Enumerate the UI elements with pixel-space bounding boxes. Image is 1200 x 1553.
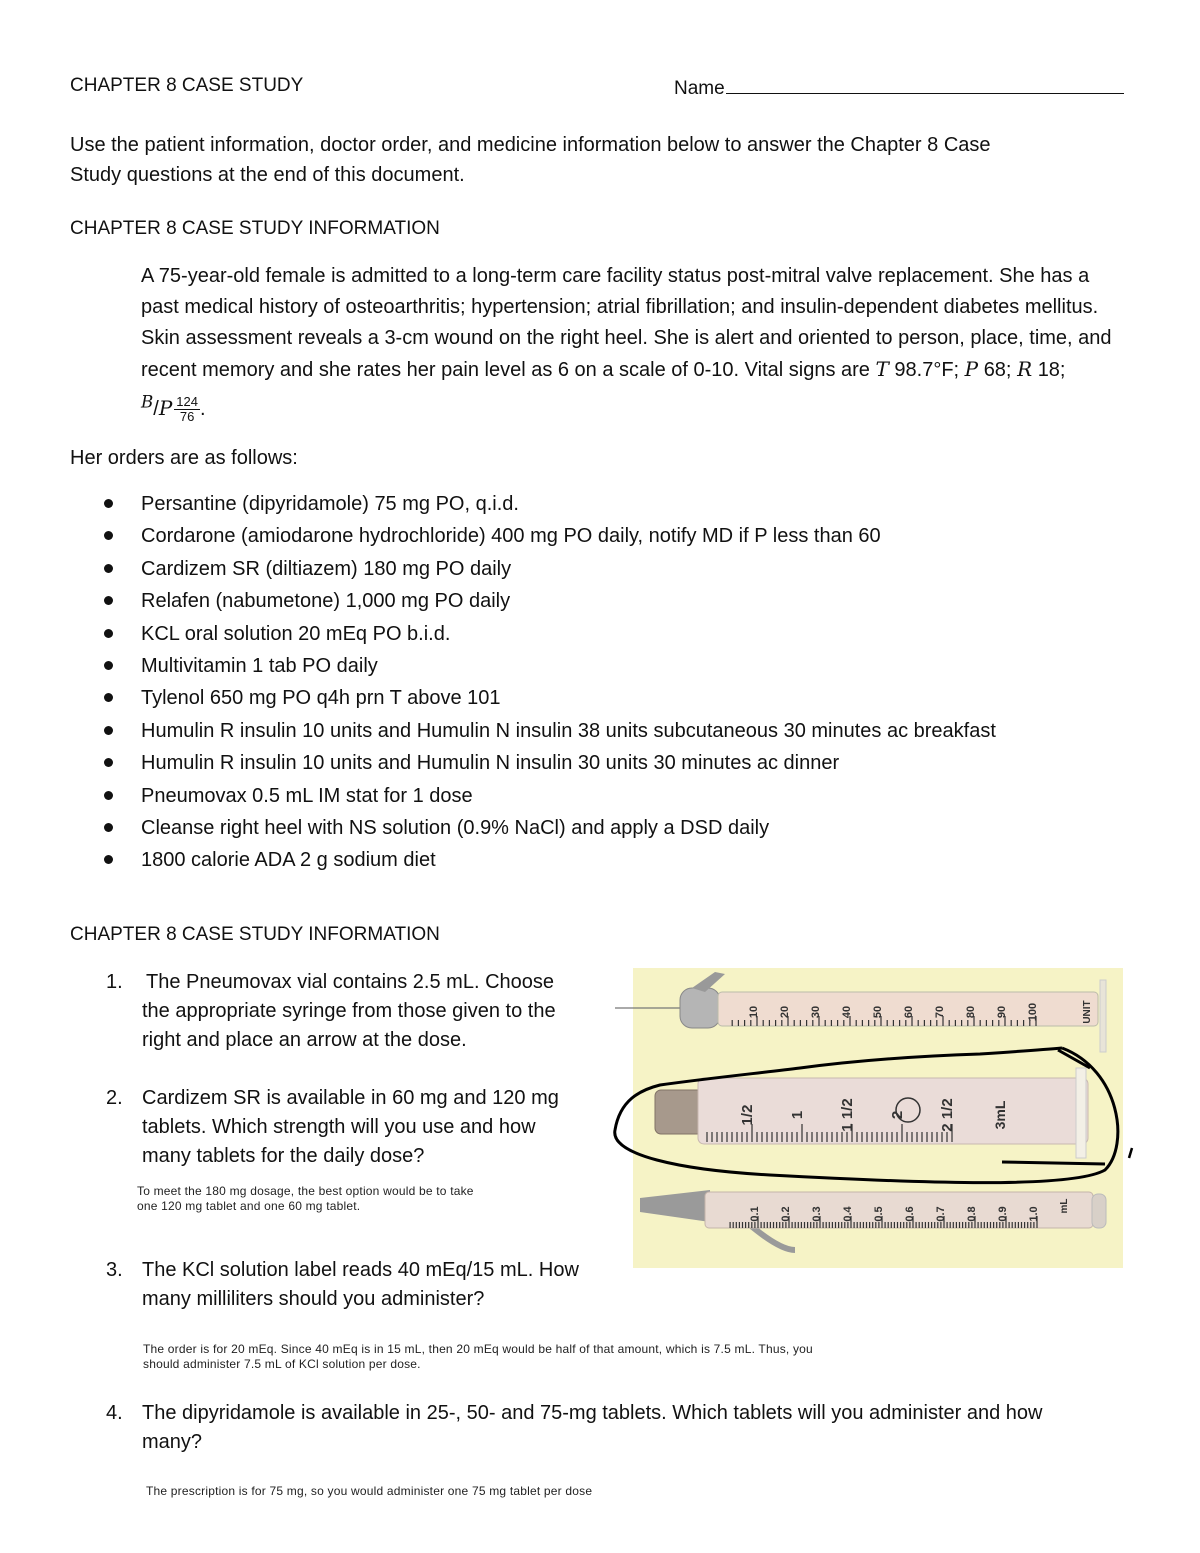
tuberculin-scale-label: 0.5 (873, 1206, 885, 1222)
tuberculin-scale-label: 0.4 (842, 1206, 854, 1222)
order-text: Relafen (nabumetone) 1,000 mg PO daily (141, 590, 511, 613)
question-line: Cardizem SR is available in 60 mg and 120 mg (142, 1087, 559, 1109)
three-ml-flange (1076, 1068, 1086, 1158)
three-ml-scale-label: 2 1/2 (939, 1098, 956, 1132)
order-item (70, 782, 996, 814)
question-line: The KCl solution label reads 40 mEq/15 mL. How (142, 1259, 579, 1281)
bp-diastolic: 76 (179, 408, 195, 424)
question-number: 4. (106, 1402, 123, 1424)
order-text: Cordarone (amiodarone hydrochloride) 400 mg PO daily, notify MD if P less than 60 (141, 525, 881, 548)
hand-drawn-mark (1129, 1148, 1132, 1158)
tuberculin-scale-label: 0.2 (780, 1206, 792, 1222)
three-ml-scale-label: 1 1/2 (839, 1098, 856, 1132)
tuberculin-scale-label: 0.9 (997, 1206, 1009, 1222)
hand-drawn-dose-mark (1002, 1162, 1105, 1164)
name-field[interactable] (674, 75, 1124, 100)
question-number: 3. (106, 1259, 123, 1281)
resp-value: 18; (1037, 359, 1066, 381)
tuberculin-scale-label: 0.3 (811, 1206, 823, 1222)
question-4 (106, 1399, 1142, 1457)
bullet (104, 499, 113, 508)
three-ml-scale-label: 2 (889, 1110, 906, 1120)
bullet (104, 531, 113, 540)
bp-notation: $^B$/P $\frac{124}{76}$ . (141, 392, 206, 424)
order-text: Pneumovax 0.5 mL IM stat for 1 dose (141, 784, 473, 807)
answer-line: The order is for 20 mEq. Since 40 mEq is in 15 mL, then 20 mEq would be half of that amount, which is 7.5 mL. Thus, you (143, 1342, 813, 1356)
bullet (104, 661, 113, 670)
name-label: Name (674, 78, 725, 99)
instructions (70, 130, 1120, 190)
order-text: Tylenol 650 mg PO q4h prn T above 101 (141, 687, 501, 710)
order-item (70, 587, 996, 619)
tuberculin-scale-label: 0.7 (935, 1206, 947, 1222)
patient-text: A 75-year-old female is admitted to a long-term care facility status post-mitral valve replacement. She has a past medical history of osteoarthritis; hypertension; atrial fibrillation; and insulin-dependent diabetes mellitus. Skin assessment reveals a 3-cm wound on the right heel. She is alert and oriented to person, place, time, and recent memory and she rates her pain level as 6 on a scale of 0-10. Vital signs are (141, 265, 1112, 381)
order-item (70, 684, 996, 716)
bp-fraction (174, 395, 200, 424)
three-ml-syringe (655, 1068, 1088, 1158)
temp-symbol: T (875, 357, 889, 381)
question-line: The Pneumovax vial contains 2.5 mL. Choose (146, 971, 554, 993)
order-text: Cardizem SR (diltiazem) 180 mg PO daily (141, 557, 512, 580)
three-ml-scale-label: 1 (789, 1110, 806, 1120)
bullet (104, 629, 113, 638)
insulin-cap (680, 988, 720, 1028)
order-text: Humulin R insulin 10 units and Humulin N insulin 30 units 30 minutes ac dinner (141, 752, 840, 775)
answer-4 (146, 1484, 592, 1499)
question-line: the appropriate syringe from those given to the (142, 1000, 556, 1022)
bullet (104, 596, 113, 605)
insulin-scale-label: 20 (779, 1005, 791, 1019)
insulin-scale-label: 10 (748, 1005, 760, 1019)
order-item (70, 814, 996, 846)
three-ml-unit-label: 3mL (992, 1100, 1008, 1130)
order-text: Persantine (dipyridamole) 75 mg PO, q.i.d. (141, 493, 519, 515)
question-line: many milliliters should you administer? (142, 1288, 485, 1310)
insulin-scale-label: 40 (841, 1005, 853, 1019)
order-text: KCL oral solution 20 mEq PO b.i.d. (141, 622, 451, 645)
tuberculin-unit-label: mL (1059, 1198, 1070, 1214)
insulin-scale-label: 30 (810, 1005, 822, 1019)
question-line: many tablets for the daily dose? (142, 1145, 425, 1167)
question-2 (106, 1084, 622, 1171)
tuberculin-scale-label: 1.0 (1028, 1206, 1040, 1222)
question-1 (106, 968, 622, 1055)
order-item (70, 652, 996, 684)
insulin-unit-label: UNIT (1082, 1000, 1093, 1024)
order-item (70, 717, 996, 749)
order-item (70, 555, 996, 587)
name-underline (726, 75, 1124, 94)
tuberculin-scale-label: 0.8 (966, 1206, 978, 1222)
answer-line: one 120 mg tablet and one 60 mg tablet. (137, 1199, 361, 1213)
bullet (104, 726, 113, 735)
three-ml-scale-label: 1/2 (739, 1104, 756, 1126)
bullet (104, 855, 113, 864)
answer-line: The prescription is for 75 mg, so you would administer one 75 mg tablet per dose (146, 1484, 593, 1498)
question-number: 1. (106, 971, 123, 993)
bullet (104, 791, 113, 800)
insulin-scale-label: 100 (1027, 1002, 1039, 1022)
patient-description (141, 261, 1131, 425)
order-text: Multivitamin 1 tab PO daily (141, 654, 378, 677)
tuberculin-plunger (1092, 1194, 1106, 1228)
insulin-scale-label: 90 (996, 1005, 1008, 1019)
question-line: right and place an arrow at the dose. (142, 1029, 467, 1051)
instructions-line-2: Study questions at the end of this document. (70, 164, 465, 186)
bullet (104, 693, 113, 702)
order-item (70, 846, 996, 878)
tuberculin-scale-label: 0.1 (749, 1206, 761, 1222)
three-ml-hub (655, 1090, 703, 1134)
insulin-scale-label: 70 (934, 1005, 946, 1019)
question-line: many? (142, 1431, 203, 1453)
orders-list (70, 490, 996, 879)
question-line: tablets. Which strength will you use and how (142, 1116, 536, 1138)
question-3 (106, 1256, 632, 1314)
bp-p: P (158, 395, 173, 420)
answer-line: should administer 7.5 mL of KCl solution per dose. (143, 1357, 421, 1371)
bp-b: B (141, 392, 154, 411)
order-item (70, 522, 996, 554)
order-text: 1800 calorie ADA 2 g sodium diet (141, 849, 436, 872)
answer-line: To meet the 180 mg dosage, the best option would be to take (137, 1184, 474, 1198)
bp-end: . (199, 397, 206, 420)
instructions-line-1: Use the patient information, doctor order, and medicine information below to answer the Chapter 8 Case (70, 134, 991, 156)
document-title: CHAPTER 8 CASE STUDY (70, 75, 304, 96)
order-item (70, 749, 996, 781)
orders-intro: Her orders are as follows: (70, 447, 298, 469)
pulse-value: 68; (983, 359, 1012, 381)
section-title-questions: CHAPTER 8 CASE STUDY INFORMATION (70, 924, 440, 945)
syringe-illustration (600, 950, 1160, 1280)
insulin-plunger (1100, 980, 1106, 1052)
insulin-scale-label: 80 (965, 1005, 977, 1019)
bullet (104, 758, 113, 767)
tuberculin-scale-label: 0.6 (904, 1206, 916, 1222)
question-line: The dipyridamole is available in 25-, 50- and 75-mg tablets. Which tablets will you administer and how (142, 1402, 1043, 1424)
answer-2 (137, 1184, 474, 1214)
bp-systolic: 124 (176, 393, 198, 409)
insulin-scale-label: 60 (903, 1005, 915, 1019)
section-title-case-info: CHAPTER 8 CASE STUDY INFORMATION (70, 218, 440, 239)
bullet (104, 823, 113, 832)
temp-value: 98.7°F; (894, 359, 960, 381)
order-text: Humulin R insulin 10 units and Humulin N insulin 38 units subcutaneous 30 minutes ac breakfast (141, 719, 996, 742)
order-item (70, 620, 996, 652)
question-number: 2. (106, 1087, 123, 1109)
order-item (70, 490, 996, 522)
answer-3 (143, 1342, 813, 1372)
pulse-symbol: P (964, 357, 979, 381)
bullet (104, 564, 113, 573)
order-text: Cleanse right heel with NS solution (0.9% NaCl) and apply a DSD daily (141, 816, 770, 839)
insulin-scale-label: 50 (872, 1005, 884, 1019)
resp-symbol: R (1017, 357, 1033, 381)
